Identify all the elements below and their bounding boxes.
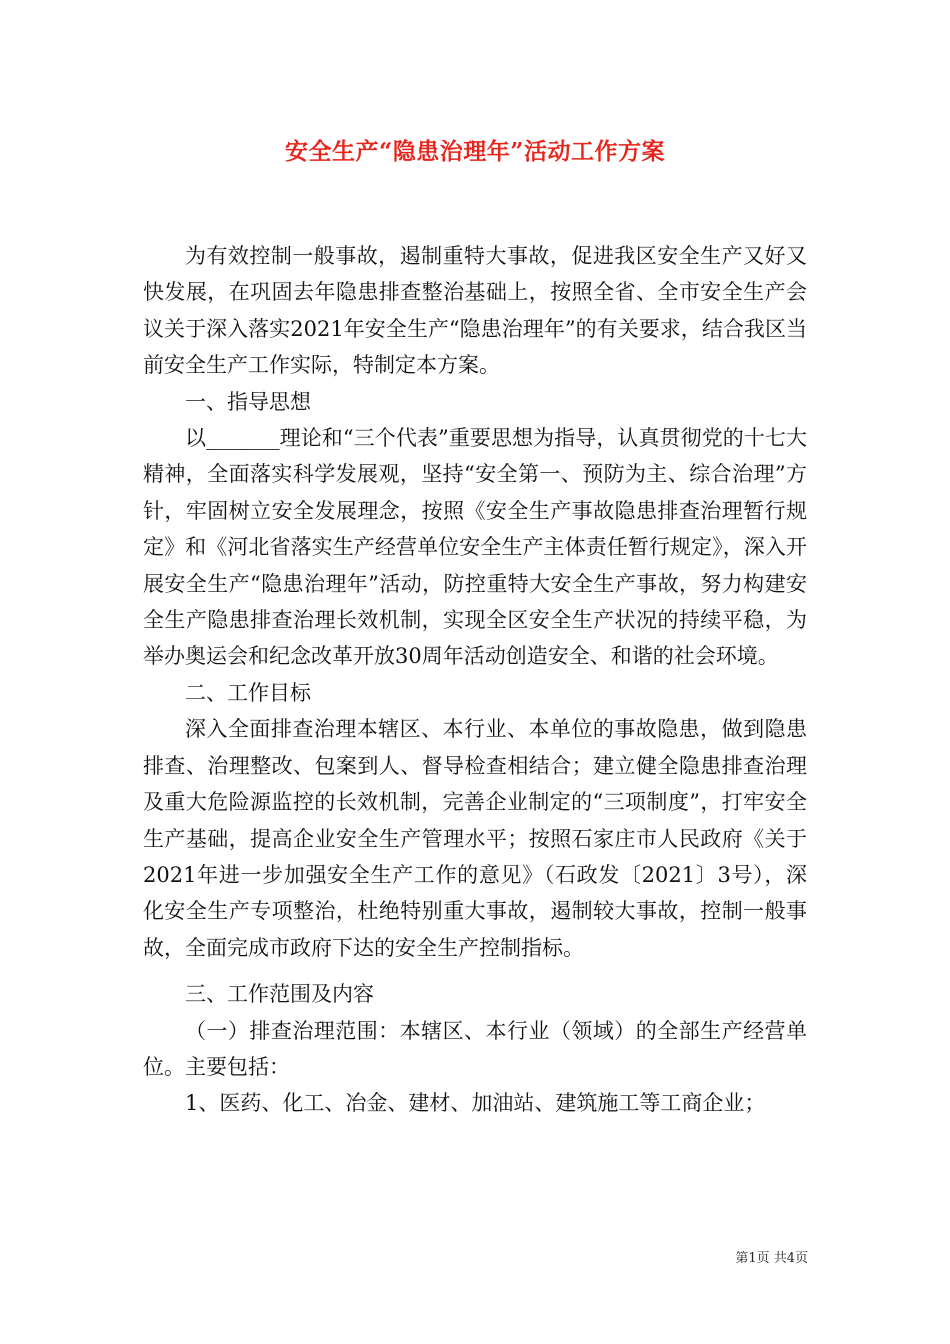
document-title: 安全生产“隐患治理年”活动工作方案 (285, 138, 665, 165)
paragraph-scope: （一）排查治理范围：本辖区、本行业（领域）的全部生产经营单位。主要包括： (143, 1018, 807, 1079)
document-body (143, 238, 807, 1122)
paragraph-intro: 为有效控制一般事故，遏制重特大事故，促进我区安全生产又好又快发展，在巩固去年隐患排查整治基础上，按照全省、全市安全生产会议关于深入落实2021年安全生产“隐患治理年”的有关要求，结合我区当前安全生产工作实际，特制定本方案。 (143, 244, 807, 378)
p1-rest: 理论和“三个代表”重要思想为指导，认真贯彻党的十七大精神，全面落实科学发展观，坚持“安全第一、预防为主、综合治理”方针，牢固树立安全发展理念，按照《安全生产事故隐患排查治理暂行规定》和《河北省落实生产经营单位安全生产主体责任暂行规定》，深入开展安全生产“隐患治理年”活动，防控重特大安全生产事故，努力构建安全生产隐患排查治理长效机制，实现全区安全生产状况的持续平稳，为举办奥运会和纪念改革开放30周年活动创造安全、和谐的社会环境。 (143, 426, 807, 669)
heading-work-goals: 二、工作目标 (185, 680, 311, 705)
paragraph-scope-item-1: 1、医药、化工、冶金、建材、加油站、建筑施工等工商企业； (185, 1091, 766, 1116)
page-number: 第1页 共4页 (735, 1251, 808, 1266)
p1-blank: _______ (206, 426, 280, 451)
p1-prefix: 以 (185, 426, 207, 451)
heading-guiding-ideology: 一、指导思想 (185, 389, 311, 414)
heading-work-scope: 三、工作范围及内容 (185, 982, 374, 1007)
paragraph-work-goals: 深入全面排查治理本辖区、本行业、本单位的事故隐患，做到隐患排查、治理整改、包案到人、督导检查相结合；建立健全隐患排查治理及重大危险源监控的长效机制，完善企业制定的“三项制度”，打牢安全生产基础，提高企业安全生产管理水平；按照石家庄市人民政府《关于2021年进一步加强安全生产工作的意见》（石政发〔2021〕3号），深化安全生产专项整治，杜绝特别重大事故，遏制较大事故，控制一般事故，全面完成市政府下达的安全生产控制指标。 (143, 717, 807, 960)
paragraph-guiding-ideology (143, 420, 807, 675)
